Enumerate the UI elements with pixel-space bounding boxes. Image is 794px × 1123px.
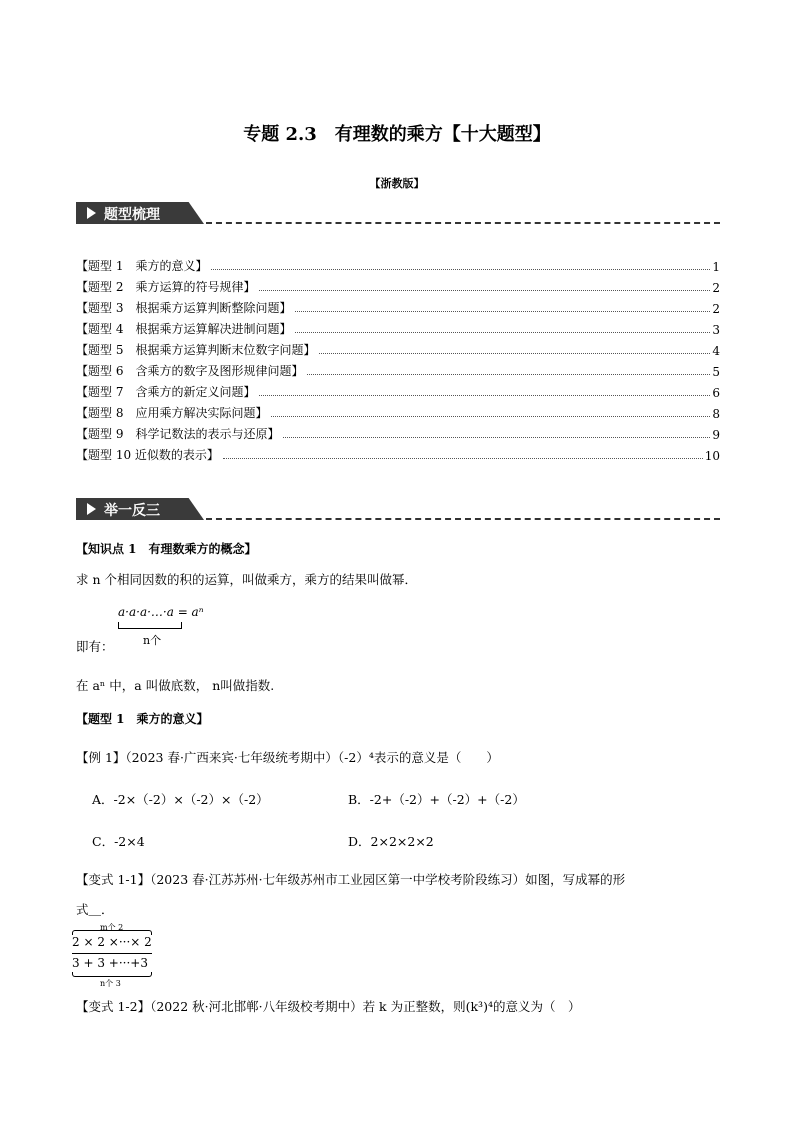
numerator-count-label: m个 2: [100, 923, 124, 932]
toc-entry[interactable]: 【题型 5 根据乘方运算判断末位数字问题】 4: [76, 343, 720, 358]
toc-entry[interactable]: 【题型 8 应用乘方解决实际问题】 8: [76, 406, 720, 421]
variant-1-1-cont: 式＿．: [76, 902, 114, 917]
toc-entry[interactable]: 【题型 10 近似数的表示】 10: [76, 448, 720, 463]
toc-entry[interactable]: 【题型 1 乘方的意义】 1: [76, 259, 720, 274]
banner-practice: [76, 498, 206, 520]
option-d[interactable]: D．2×2×2×2: [348, 834, 434, 849]
definition-text: 求 n 个相同因数的积的运算，叫做乘方，乘方的结果叫做幂．: [76, 572, 417, 587]
toc-entry[interactable]: 【题型 4 根据乘方运算解决进制问题】 3: [76, 322, 720, 337]
play-triangle-icon: [87, 503, 96, 515]
fraction-denominator: 3 + 3 +···+3: [72, 956, 148, 970]
power-formula: a·a·a·…·a = aⁿ: [118, 605, 204, 619]
underbrace: [72, 972, 152, 977]
banner-label: 题型梳理: [104, 207, 160, 223]
denominator-count-label: n个 3: [100, 979, 121, 988]
banner-label: 举一反三: [104, 503, 160, 519]
option-b[interactable]: B．-2+（-2）+（-2）+（-2）: [348, 792, 525, 807]
variant-1-2: 【变式 1-2】（2022 秋·河北邯郸·八年级校考期中）若 k 为正整数，则(k³)⁴的意义为（ ）: [76, 999, 581, 1014]
toc-entry[interactable]: 【题型 9 科学记数法的表示与还原】 9: [76, 427, 720, 442]
page-title: 专题 2.3 有理数的乘方【十大题型】: [243, 124, 551, 145]
fraction-numerator: 2 × 2 ×···× 2: [72, 935, 152, 949]
toc-entry[interactable]: 【题型 2 乘方运算的符号规律】 2: [76, 280, 720, 295]
option-a[interactable]: A．-2×（-2）×（-2）×（-2）: [92, 792, 269, 807]
variant-1-1: 【变式 1-1】（2023 春·江苏苏州·七年级苏州市工业园区第一中学校考阶段练习）如图，写成幂的形: [76, 872, 626, 887]
toc-entry[interactable]: 【题型 6 含乘方的数字及图形规律问题】 5: [76, 364, 720, 379]
toc-entry[interactable]: 【题型 3 根据乘方运算判断整除问题】 2: [76, 301, 720, 316]
fraction-bar: [72, 953, 152, 954]
table-of-contents: [76, 256, 720, 466]
base-exponent-text: 在 aⁿ 中，a 叫做底数， n叫做指数.: [76, 678, 275, 693]
underbrace: [118, 622, 182, 629]
knowledge-heading: 【知识点 1 有理数乘方的概念】: [76, 542, 257, 556]
edition-label: 【浙教版】: [369, 177, 425, 190]
toc-entry[interactable]: 【题型 7 含乘方的新定义问题】 6: [76, 385, 720, 400]
type1-heading: 【题型 1 乘方的意义】: [76, 712, 209, 726]
formula-count-label: n个: [143, 634, 162, 647]
play-triangle-icon: [87, 207, 96, 219]
banner-question-types: [76, 202, 206, 224]
jiyou-label: 即有：: [76, 639, 114, 654]
dashed-rule: [206, 222, 720, 224]
dashed-rule: [206, 518, 720, 520]
option-c[interactable]: C．-2×4: [92, 834, 145, 849]
example-1: 【例 1】（2023 春·广西来宾·七年级统考期中）（-2）⁴表示的意义是（ ）: [76, 750, 499, 765]
